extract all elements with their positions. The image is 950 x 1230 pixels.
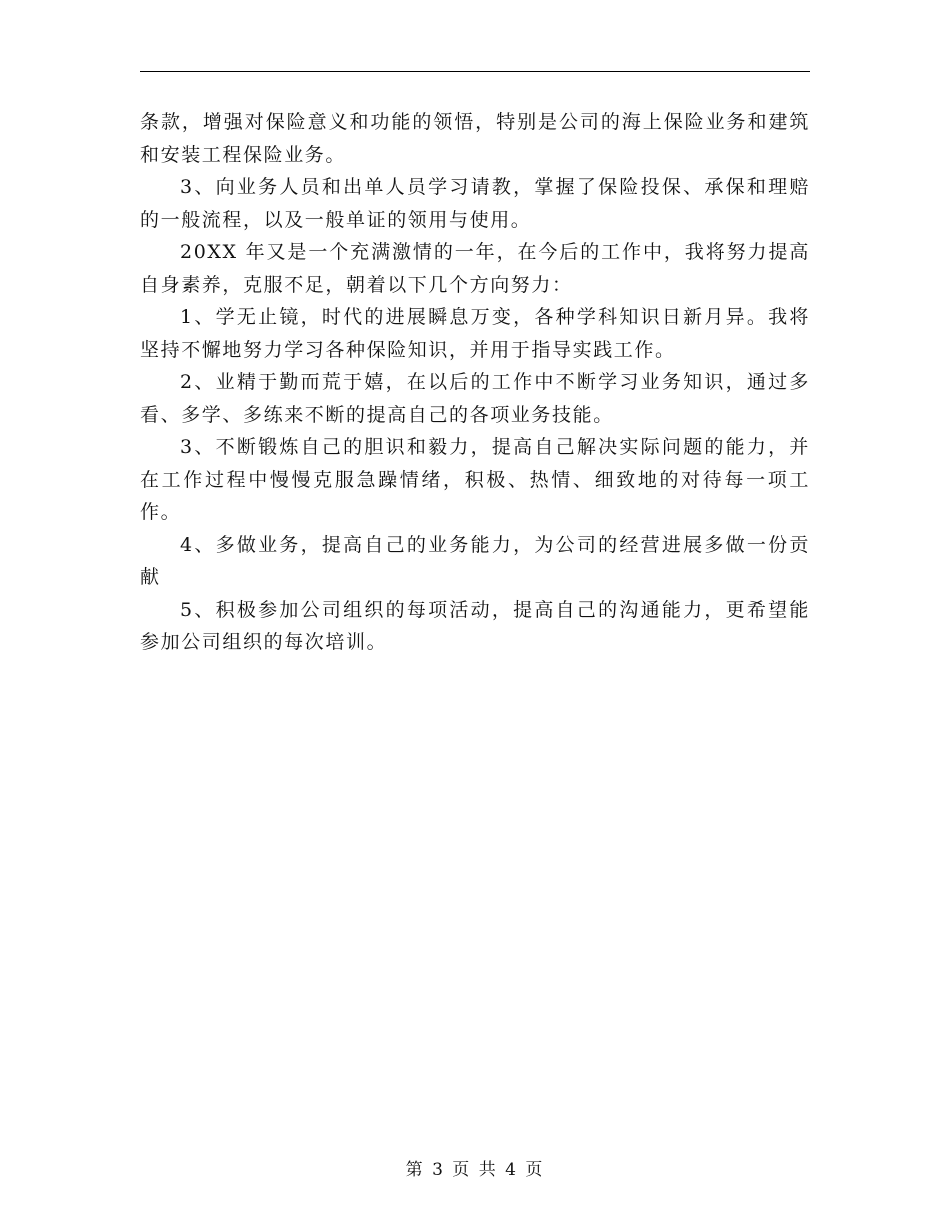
paragraph-1: 条款，增强对保险意义和功能的领悟，特别是公司的海上保险业务和建筑和安装工程保险业务。: [140, 111, 810, 166]
document-body: [140, 106, 810, 659]
paragraph-5: 2、业精于勤而荒于嬉，在以后的工作中不断学习业务知识，通过多看、多学、多练来不断的提高自己的各项业务技能。: [140, 371, 810, 426]
paragraph-4: 1、学无止镜，时代的进展瞬息万变，各种学科知识日新月异。我将坚持不懈地努力学习各种保险知识，并用于指导实践工作。: [140, 306, 810, 361]
paragraph-3: 20XX 年又是一个充满激情的一年，在今后的工作中，我将努力提高自身素养，克服不足，朝着以下几个方向努力：: [140, 241, 810, 296]
page-number-footer: 第 3 页 共 4 页: [405, 1160, 545, 1180]
paragraph-6: 3、不断锻炼自己的胆识和毅力，提高自己解决实际问题的能力，并在工作过程中慢慢克服急躁情绪，积极、热情、细致地的对待每一项工作。: [140, 436, 810, 523]
paragraph-8: 5、积极参加公司组织的每项活动，提高自己的沟通能力，更希望能参加公司组织的每次培训。: [140, 598, 810, 653]
paragraph-7: 4、多做业务，提高自己的业务能力，为公司的经营进展多做一份贡献: [140, 533, 810, 588]
paragraph-2: 3、向业务人员和出单人员学习请教，掌握了保险投保、承保和理赔的一般流程，以及一般单证的领用与使用。: [140, 176, 810, 231]
header-rule: [140, 71, 810, 72]
